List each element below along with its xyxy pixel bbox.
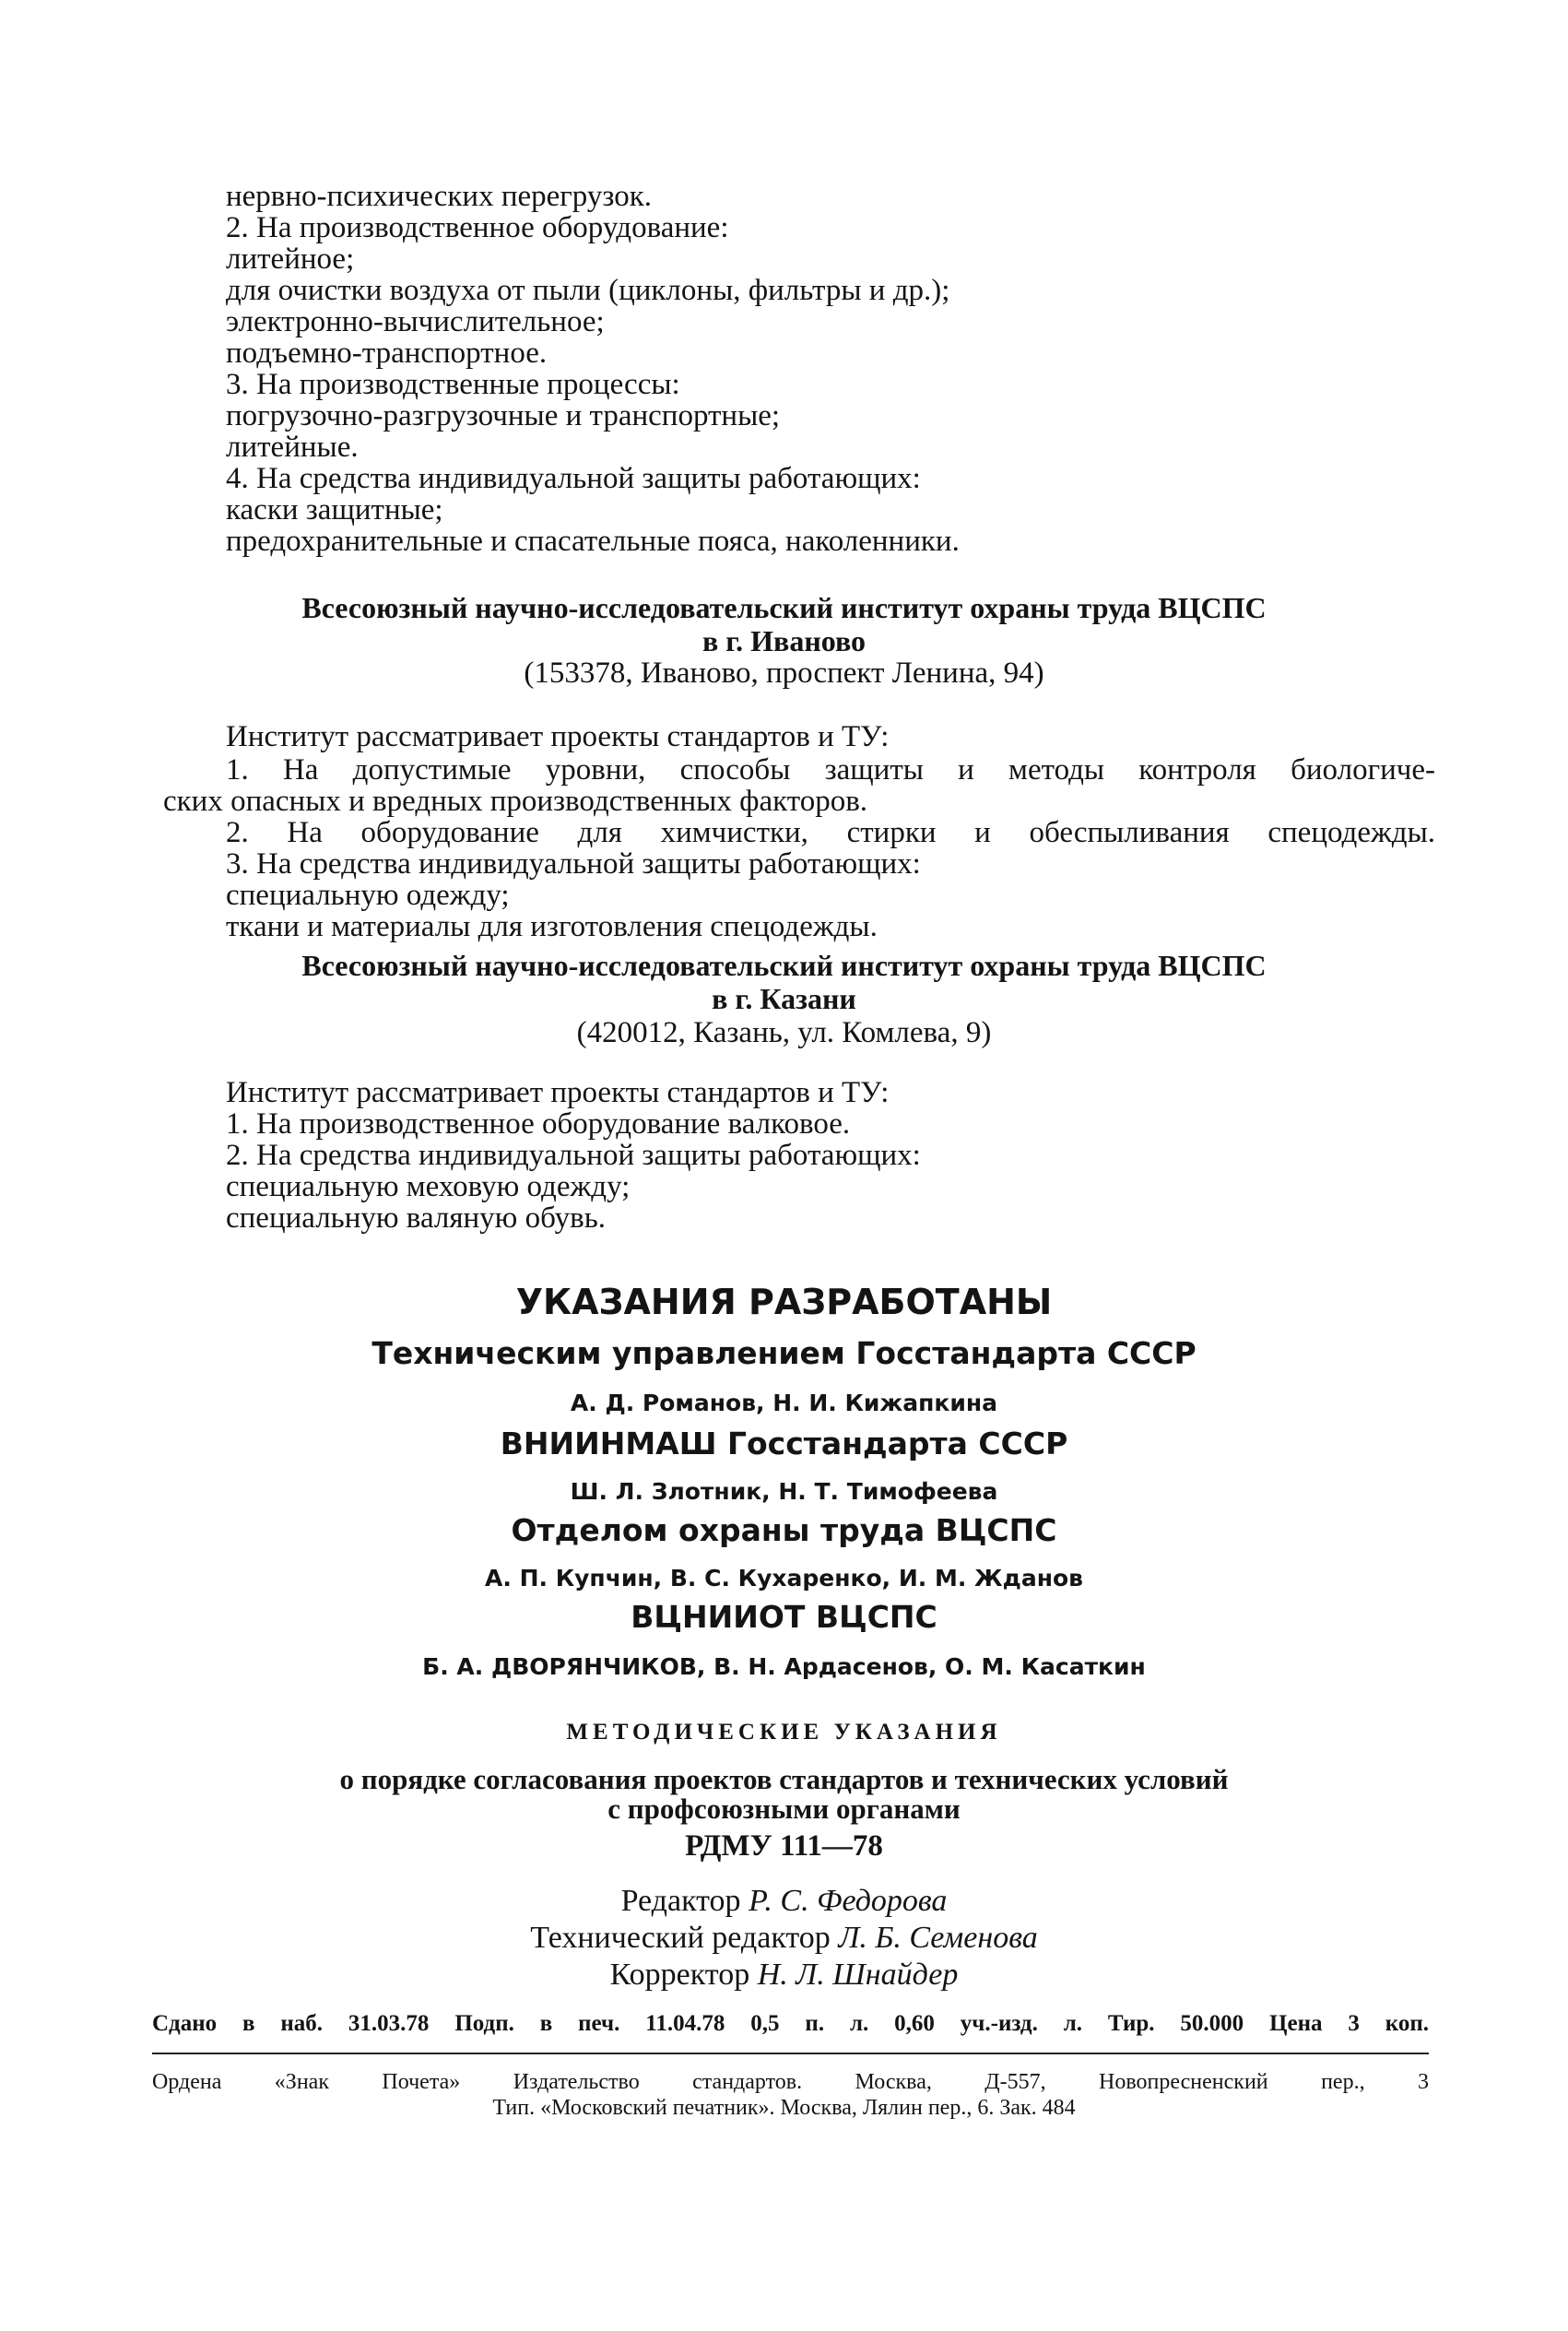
tech-editor-name: Л. Б. Семенова [838,1921,1038,1955]
credits-people-4: Б. А. ДВОРЯНЧИКОВ, В. Н. Ардасенов, О. М. Касаткин [422,1653,1146,1680]
kazan-item-2-a: специальную меховую одежду; [226,1170,631,1203]
kazan-institute-name: Всесоюзный научно-исследовательский институт охраны труда ВЦСПС [301,949,1267,982]
ivanovo-item-1-line-2: ских опасных и вредных производственных факторов. [163,785,868,818]
ivanovo-item-2: 2. На оборудование для химчистки, стирки и обеспыливания спецодежды. [226,816,1435,849]
continued-list-line-11: каски защитные; [226,493,443,527]
document-title-line-2: с профсоюзными органами [607,1793,961,1825]
credits-org-1: Техническим управлением Госстандарта СССР [371,1335,1197,1371]
editor-name: Р. С. Федорова [749,1884,948,1918]
imprint-printer: Тип. «Московский печатник». Москва, Лялин пер., 6. Зак. 484 [492,2096,1076,2120]
kazan-institute-city: в г. Казани [712,982,856,1015]
imprint-print-data: Сдано в наб. 31.03.78 Подп. в печ. 11.04.78 0,5 п. л. 0,60 уч.-изд. л. Тир. 50.000 Цена 3 коп. [152,2011,1429,2036]
tech-editor-label: Технический редактор [530,1921,831,1955]
ivanovo-institute-name: Всесоюзный научно-исследовательский институт охраны труда ВЦСПС [301,591,1267,624]
document-code: РДМУ 111—78 [685,1829,883,1863]
credits-people-3: А. П. Купчин, В. С. Кухаренко, И. М. Жданов [485,1565,1083,1591]
document-type: МЕТОДИЧЕСКИЕ УКАЗАНИЯ [566,1720,1002,1745]
kazan-item-1: 1. На производственное оборудование валковое. [226,1107,851,1141]
continued-list-line-2: 2. На производственное оборудование: [226,211,729,244]
kazan-intro: Институт рассматривает проекты стандартов и ТУ: [226,1076,890,1109]
corrector-label: Корректор [609,1958,750,1992]
continued-list-line-8: погрузочно-разгрузочные и транспортные; [226,399,781,432]
credits-org-3: Отделом охраны труда ВЦСПС [511,1512,1057,1548]
document-title-line-1: о порядке согласования проектов стандартов и технических условий [339,1763,1229,1795]
continued-list-line-5: электронно-вычислительное; [226,305,605,338]
editor-line [0,1883,1568,1920]
continued-list-line-1: нервно-психических перегрузок. [226,180,652,213]
editor-label: Редактор [620,1884,741,1918]
ivanovo-institute-city: в г. Иваново [701,624,867,657]
imprint-divider [152,2053,1429,2054]
credits-people-1: А. Д. Романов, Н. И. Кижапкина [570,1390,998,1416]
corrector-name: Н. Л. Шнайдер [757,1958,959,1992]
credits-org-4: ВЦНИИОТ ВЦСПС [631,1599,937,1635]
ivanovo-item-3-b: ткани и материалы для изготовления спецодежды. [226,910,878,943]
ivanovo-item-1-line-1: 1. На допустимые уровни, способы защиты и методы контроля биологиче- [226,753,1435,787]
imprint-publisher: Ордена «Знак Почета» Издательство стандартов. Москва, Д-557, Новопресненский пер., 3 [152,2070,1429,2094]
kazan-institute-address: (420012, Казань, ул. Комлева, 9) [576,1016,992,1049]
continued-list-line-6: подъемно-транспортное. [226,337,548,370]
kazan-item-2-b: специальную валяную обувь. [226,1201,607,1235]
continued-list-line-7: 3. На производственные процессы: [226,368,680,401]
continued-list-line-12: предохранительные и спасательные пояса, наколенники. [226,525,960,558]
tech-editor-line [0,1920,1568,1957]
credits-people-2: Ш. Л. Злотник, Н. Т. Тимофеева [570,1478,998,1505]
ivanovo-institute-address: (153378, Иваново, проспект Ленина, 94) [524,657,1044,690]
corrector-line [0,1957,1568,1994]
continued-list-line-9: литейные. [226,431,359,464]
kazan-item-2: 2. На средства индивидуальной защиты работающих: [226,1139,921,1172]
continued-list-line-3: литейное; [226,243,355,276]
ivanovo-item-3-a: специальную одежду; [226,879,510,912]
credits-heading: УКАЗАНИЯ РАЗРАБОТАНЫ [515,1282,1053,1322]
ivanovo-intro: Институт рассматривает проекты стандартов и ТУ: [226,720,890,753]
ivanovo-item-3: 3. На средства индивидуальной защиты работающих: [226,847,921,881]
continued-list-line-10: 4. На средства индивидуальной защиты работающих: [226,462,921,495]
continued-list-line-4: для очистки воздуха от пыли (циклоны, фильтры и др.); [226,274,950,307]
credits-org-2: ВНИИНМАШ Госстандарта СССР [500,1426,1068,1461]
